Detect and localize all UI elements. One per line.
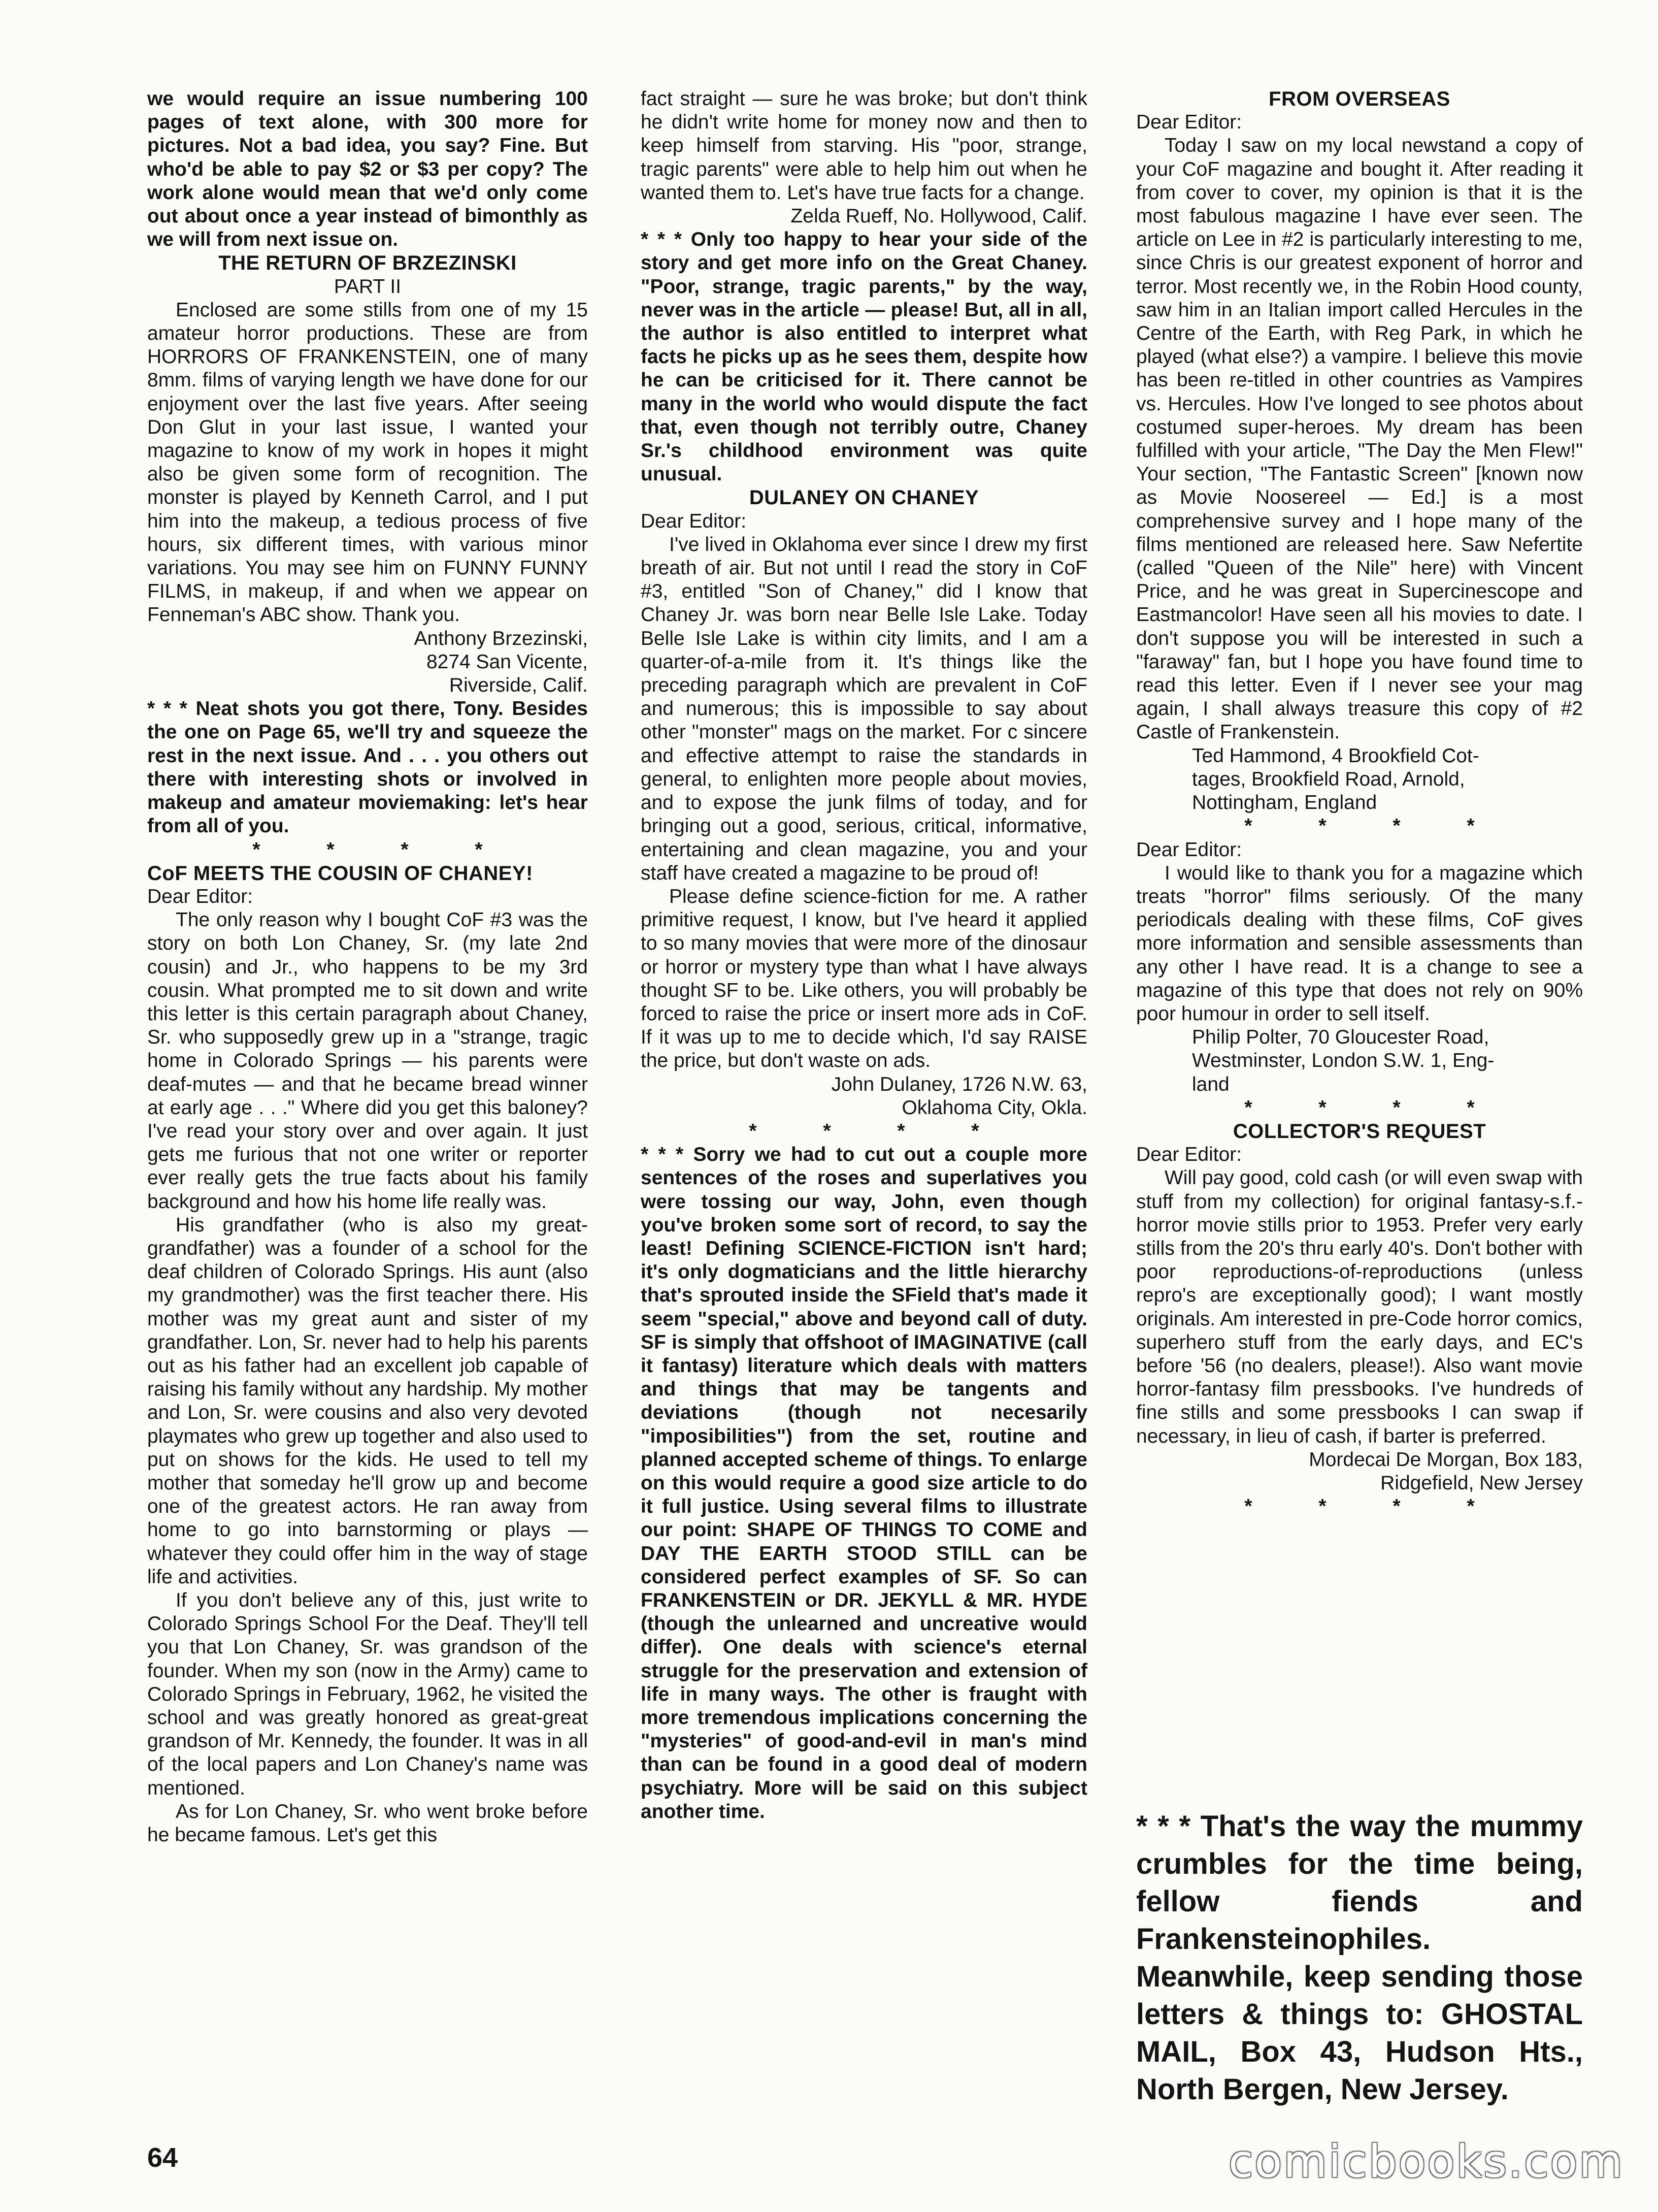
brzezinski-signature: Anthony Brzezinski, 8274 San Vicente, Riverside, Calif. — [414, 627, 588, 697]
cousin-letter-paragraph: His grandfather (who is also my great-grandfather) was a founder of a school for the deaf children of Colorado Springs. His aunt (also my grandmother) was the first teacher there. His mother was my great aunt and sister of my grandfather. Lon, Sr. never had to help his parents out as his father had an excellent job capable of raising his family without any hardship. My mother and Lon, Sr. were cousins and also very devoted playmates who grew up together and also used to put on shows for the kids. He used to tell my mother that someday he'll grow up and become one of the greatest actors. He ran away from home to go into barnstorming or plays — whatever they could offer him in the way of stage life and activities. — [147, 1214, 588, 1588]
ted-hammond-letter: Today I saw on my local newstand a copy of your CoF magazine and bought it. After reading it from cover to cover, my opinion is that it is the most fabulous magazine I have ever seen. The article on Lee in #2 is particularly interesting to me, since Chris is our greatest exponent of horror and terror. Most recently we, in the Robin Hood county, saw him in an Italian import called Hercules in the Centre of the Earth, with Reg Park, in which he played (what else?) a vampire. I believe this movie has been re-titled in other countries as Vampires vs. Hercules. How I've longed to see photos about costumed super-heroes. My dream has been fulfilled with your article, "The Day the Men Flew!" Your section, "The Fantastic Screen" [known now as Movie Noosereel — Ed.] is a most comprehensive survey and I hope many of the films mentioned are released here. Saw Nefertite (called "Queen of the Nile" here) with Vincent Price, and he was great in Supercinescope and Eastmancolor! Have seen all his movies to date. I don't suppose you will be interested in such a "faraway" fan, but I hope you have found time to read this letter. Even if I never see your mag again, I shall always treasure this copy of #2 Castle of Frankenstein. — [1136, 135, 1583, 743]
section-divider-stars: * * * * — [252, 838, 513, 861]
zelda-signature: Zelda Rueff, No. Hollywood, Calif. — [790, 205, 1087, 227]
salutation: Dear Editor: — [1136, 838, 1242, 861]
cousin-letter-paragraph: The only reason why I bought CoF #3 was the story on both Lon Chaney, Sr. (my late 2nd cousin) and Jr., who happens to be my 3rd cousin. What prompted me to sit down and write this letter is this certain paragraph about Chaney, Sr. who supposedly grew up in a "strange, tragic home in Colorado Springs — his parents were deaf-mutes — and that he became bread winner at early age . . ." Where did you get this baloney? I've read your story over and over again. It just gets me furious that not one writer or reporter ever really gets the true facts about his family background and how his home life really was. — [147, 909, 588, 1213]
dulaney-signature: John Dulaney, 1726 N.W. 63, Oklahoma City, Okla. — [831, 1073, 1087, 1119]
section-divider-stars: * * * * — [1244, 1096, 1505, 1119]
section-divider-stars: * * * * — [1244, 815, 1505, 837]
heading-cof-meets-cousin: CoF MEETS THE COUSIN OF CHANEY! — [147, 862, 533, 885]
heading-collectors-request: COLLECTOR'S REQUEST — [1233, 1120, 1486, 1143]
brzezinski-letter: Enclosed are some stills from one of my 15 amateur horror productions. These are from HORRORS OF FRANKENSTEIN, one of many 8mm. films of varying length we have done for our enjoyment over the last five years. After seeing Don Glut in your last issue, I wanted your magazine to know of my work in hopes it might also be given some form of recognition. The monster is played by Kenneth Carrol, and I put him into the makeup, a tedious process of five hours, six different times, with various minor variations. You may see him on FUNNY FUNNY FILMS, in makeup, if and when we appear on Fenneman's ABC show. Thank you. — [147, 299, 588, 626]
section-divider-stars: * * * * — [749, 1120, 1010, 1142]
section-divider-stars: * * * * — [1244, 1495, 1505, 1518]
dulaney-editor-reply: * * * Sorry we had to cut out a couple more sentences of the roses and superlatives you were tossing our way, John, even though you've broken some sort of record, to say the least! Defining SCIENCE-FICTION isn't hard; it's only dogmaticians and the little hierarchy that's sprouted inside the SField that's made it seem "special," above and beyond call of duty. SF is simply that offshoot of IMAGINATIVE (call it fantasy) literature which deals with matters and things that may be tangents and deviations (though not necesarily "imposibilities") from the set, routine and planned accepted scheme of things. To enlarge on this would require a good size article to do it full justice. Using several films to illustrate our point: SHAPE OF THINGS TO COME and DAY THE EARTH STOOD STILL can be considered perfect examples of SF. So can FRANKENSTEIN or DR. JEKYLL & MR. HYDE (though the unlearned and uncreative would differ). One deals with science's eternal struggle for the preservation and extension of life in many ways. The other is fraught with more tremendous implications concerning the "mysteries" of good-and-evil in man's mind than can be found in a good deal of modern psychiatry. More will be said on this subject another time. — [641, 1144, 1087, 1823]
heading-part-two: PART II — [334, 275, 402, 298]
salutation: Dear Editor: — [1136, 1144, 1242, 1166]
column-right — [1136, 87, 1583, 1518]
dulaney-letter-paragraph: I've lived in Oklahoma ever since I drew my first breath of air. But not until I read the story in CoF #3, entitled "Son of Chaney," did I know that Chaney Jr. was born near Belle Isle Lake. Today Belle Isle Lake is within city limits, and I am a quarter-of-a-mile from it. It's things like the preceding paragraph which are prevalent in CoF and numerous; this is impossible to say about other "monster" mags on the market. For c sincere and effective attempt to raise the standards in general, to enlighten more people about movies, and to expose the junk films of today, and for bringing out a good, serious, critical, informative, entertaining and clean magazine, you and your staff have created a magazine to be proud of! — [641, 533, 1087, 884]
salutation: Dear Editor: — [641, 510, 747, 532]
philip-polter-signature: Philip Polter, 70 Gloucester Road, Westminster, London S.W. 1, Eng- land — [1192, 1026, 1495, 1095]
ted-hammond-signature: Ted Hammond, 4 Brookfield Cot- tages, Brookfield Road, Arnold, Nottingham, England — [1192, 744, 1479, 814]
closing-announcement: * * * That's the way the mummy crumbles for the time being, fellow fiends and Frankensteinophiles. Meanwhile, keep sending those letters & things to: GHOSTAL MAIL, Box 43, Hudson Hts., North Bergen, New Jersey. — [1136, 1810, 1583, 2106]
intro-reply-continued: we would require an issue numbering 100 pages of text alone, with 300 more for pictures. Not a bad idea, you say? Fine. But who'd be able to pay $2 or $3 per copy? The work alone would mean that we'd only come out about once a year instead of bimonthly as we will from next issue on. — [147, 88, 588, 251]
salutation: Dear Editor: — [1136, 111, 1242, 134]
dulaney-letter-paragraph: Please define science-fiction for me. A rather primitive request, I know, but I've heard it applied to so many movies that were more of the dinosaur or horror or mystery type than what I have always thought SF to be. Like others, you will probably be forced to raise the price or insert more ads in CoF. If it was up to me to decide which, I'd say RAISE the price, but don't waste on ads. — [641, 885, 1087, 1072]
heading-from-overseas: FROM OVERSEAS — [1269, 88, 1450, 110]
collector-letter: Will pay good, cold cash (or will even swap with stuff from my collection) for original fantasy-s.f.-horror movie stills prior to 1953. Prefer very early stills from the 20's thru early 40's. Don't bother with poor reproductions-of-reproductions (unless repro's are exceptionally good); I want mostly originals. Am interested in pre-Code horror comics, superhero stuff from the early days, and EC's before '56 (no dealers, please!). Also want movie horror-fantasy film pressbooks. I've hundreds of fine stills and some pressbooks I can swap if necessary, in lieu of cash, if barter is preferred. — [1136, 1167, 1583, 1447]
page-number: 64 — [147, 2142, 178, 2173]
column-middle — [641, 87, 1087, 1824]
cousin-letter-paragraph: If you don't believe any of this, just write to Colorado Springs School For the Deaf. They'll tell you that Lon Chaney, Sr. was grandson of the founder. When my son (now in the Army) came to Colorado Springs in February, 1962, he visited the school and was greatly honored as great-great grandson of Mr. Kennedy, the founder. It was in all of the local papers and Lon Chaney's name was mentioned. — [147, 1589, 588, 1799]
watermark-logo: comicbooks.com — [1229, 2135, 1624, 2188]
cousin-letter-continued: fact straight — sure he was broke; but don't think he didn't write home for money now and then to keep himself from starving. His "poor, strange, tragic parents" were able to help him out when he wanted them to. Let's have true facts for a change. — [641, 88, 1087, 204]
zelda-editor-reply: * * * Only too happy to hear your side of the story and get more info on the Great Chaney. "Poor, strange, tragic parents," by the way, never was in the article — please! But, all in all, the author is also entitled to interpret what facts he picks up as he sees them, despite how he can be criticised for it. There cannot be many in the world who would dispute the fact that, even though not terribly outre, Chaney Sr.'s childhood environment was quite unusual. — [641, 229, 1087, 485]
heading-dulaney-on-chaney: DULANEY ON CHANEY — [749, 486, 979, 509]
philip-polter-letter: I would like to thank you for a magazine which treats "horror" films seriously. Of the many periodicals dealing with these films, CoF gives more information and sensible assessments than any other I have read. It is a change to see a magazine of this type that does not rely on 90% poor humour in order to sell itself. — [1136, 862, 1583, 1025]
salutation: Dear Editor: — [147, 885, 253, 907]
cousin-letter-paragraph: As for Lon Chaney, Sr. who went broke before he became famous. Let's get this — [147, 1800, 588, 1846]
heading-return-of-brzezinski: THE RETURN OF BRZEZINSKI — [218, 252, 517, 275]
column-left — [147, 87, 588, 1847]
brzezinski-editor-reply: * * * Neat shots you got there, Tony. Besides the one on Page 65, we'll try and squeeze the rest in the next issue. And . . . you others out there with interesting shots or involved in makeup and amateur moviemaking: let's hear from all of you. — [147, 698, 588, 837]
collector-signature: Mordecai De Morgan, Box 183, Ridgefield, New Jersey — [1309, 1448, 1583, 1494]
